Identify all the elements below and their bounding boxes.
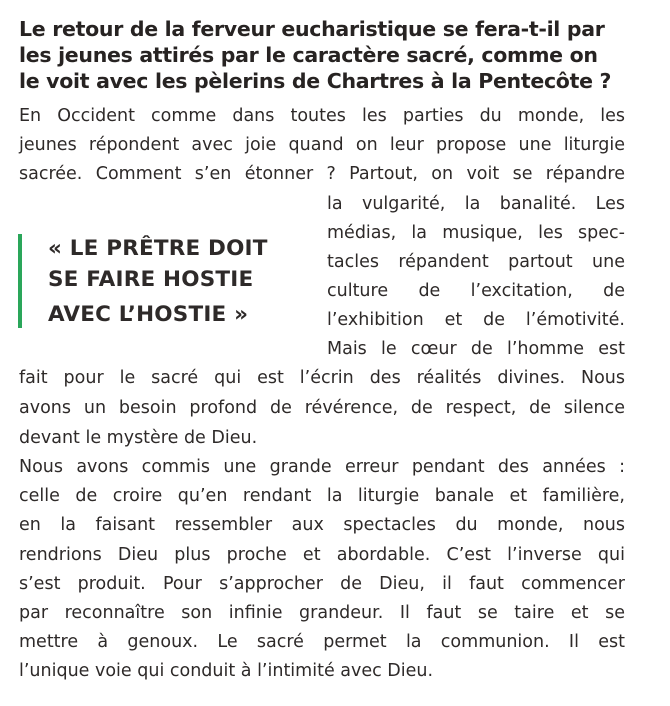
body-line: la vulgarité, la banalité. Les bbox=[327, 194, 625, 214]
pull-quote bbox=[18, 234, 308, 328]
pull-quote-line: AVEC L’HOSTIE » bbox=[48, 302, 249, 327]
article-question-heading bbox=[19, 16, 659, 94]
body-line: s’est produit. Pour s’approcher de Dieu, il faut commencer bbox=[19, 574, 625, 594]
body-line: l’unique voie qui conduit à l’intimité avec Dieu. bbox=[19, 661, 434, 681]
body-line: tacles répandent partout une bbox=[327, 252, 625, 272]
body-line: culture de l’excitation, de bbox=[327, 281, 625, 301]
pull-quote-line: SE FAIRE HOSTIE bbox=[48, 267, 254, 292]
body-line: devant le mystère de Dieu. bbox=[19, 428, 258, 448]
body-line: Mais le cœur de l’homme est bbox=[327, 339, 625, 359]
body-line: avons un besoin profond de révérence, de respect, de silence bbox=[19, 398, 625, 418]
body-line: Nous avons commis une grande erreur pendant des années : bbox=[19, 457, 625, 477]
body-line: sacrée. Comment s’en étonner ? Partout, on voit se répandre bbox=[19, 164, 625, 184]
body-line: en la faisant ressembler aux spectacles du monde, nous bbox=[19, 515, 625, 535]
body-line: jeunes répondent avec joie quand on leur propose une liturgie bbox=[19, 135, 625, 155]
body-line: En Occident comme dans toutes les parties du monde, les bbox=[19, 106, 625, 126]
body-line: mettre à genoux. Le sacré permet la communion. Il est bbox=[19, 632, 625, 652]
heading-line: le voit avec les pèlerins de Chartres à la Pentecôte ? bbox=[19, 69, 612, 93]
body-line: celle de croire qu’en rendant la liturgie banale et familière, bbox=[19, 486, 625, 506]
body-line: rendrions Dieu plus proche et abordable. C’est l’inverse qui bbox=[19, 545, 625, 565]
pull-quote-accent-bar bbox=[18, 234, 22, 328]
body-line: par reconnaître son infinie grandeur. Il faut se taire et se bbox=[19, 603, 625, 623]
body-line: fait pour le sacré qui est l’écrin des réalités divines. Nous bbox=[19, 368, 625, 388]
body-line: l’exhibition et de l’émotivité. bbox=[327, 310, 625, 330]
heading-line: Le retour de la ferveur eucharistique se fera-t-il par bbox=[19, 17, 605, 41]
body-line: médias, la musique, les spec- bbox=[327, 223, 625, 243]
pull-quote-line: « LE PRÊTRE DOIT bbox=[48, 236, 268, 261]
heading-line: les jeunes attirés par le caractère sacré, comme on bbox=[19, 43, 598, 67]
